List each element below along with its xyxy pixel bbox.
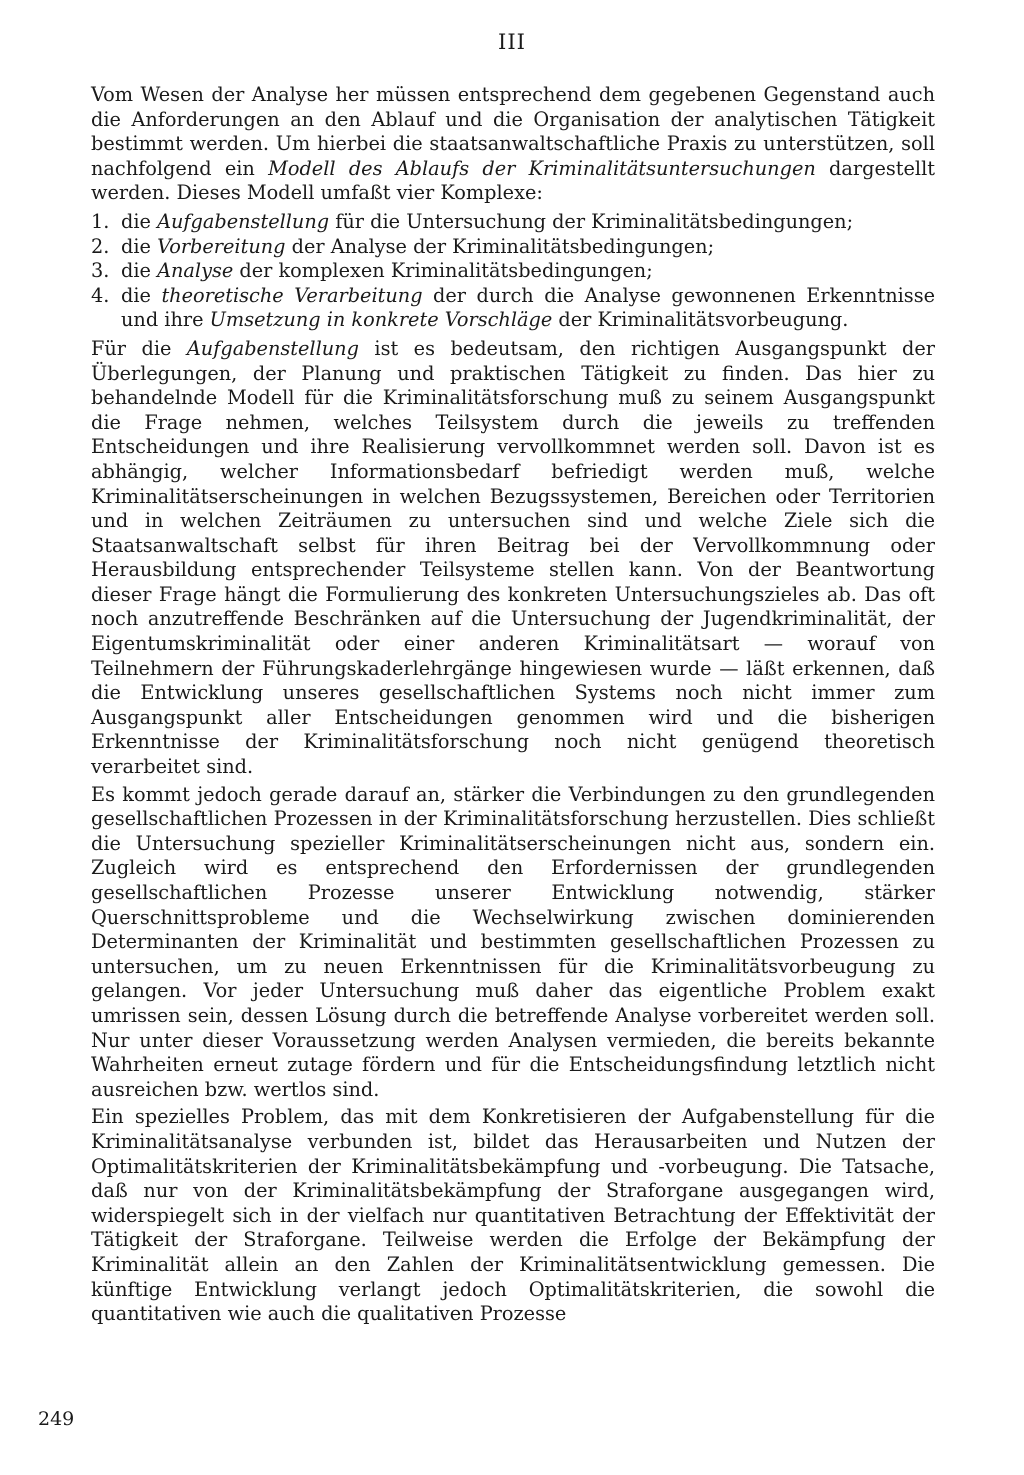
list-text-b: der komplexen Kriminalitätsbedingungen;	[233, 259, 653, 283]
list-text	[121, 284, 935, 333]
list-text-c: der Kriminalitätsvorbeugung.	[552, 308, 849, 332]
body-text	[91, 83, 935, 1327]
paragraph-optimalitaet: Ein spezielles Problem, das mit dem Konkretisieren der Aufgabenstellung für die Kriminalitätsanalyse verbunden ist, bildet das Herausarbeiten und Nutzen der Optimalitätskriterien der Kriminalitätsbekämpfung und -vorbeugung. Die Tatsache, daß nur von der Kriminalitätsbekämpfung der Straforgane ausgegangen wird, widerspiegelt sich in der vielfach nur quantitativen Betrachtung der Effektivität der Tätigkeit der Straforgane. Teilweise werden die Erfolge der Bekämpfung der Kriminalität allein an den Zahlen der Kriminalitätsentwicklung gemessen. Die künftige Entwicklung verlangt jedoch Optimalitätskriterien, die sowohl die quantitativen wie auch die qualitativen Prozesse	[91, 1105, 935, 1326]
intro-text-1: Vom Wesen der Analyse her müssen entsprechend dem gegebenen Gegenstand auch die Anforderungen an den Ablauf und die Organisation der analytischen Tätigkeit bestimmt werden. Um hierbei die staatsanwaltschaftliche Praxis zu unterstützen, soll nachfolgend ein	[91, 83, 935, 180]
list-emphasis: Vorbereitung	[157, 234, 286, 258]
intro-text-2: dargestellt werden. Dieses Modell umfaßt vier Komplexe:	[91, 156, 936, 205]
list-item	[91, 235, 935, 260]
list-emphasis-2: Umsetzung in konkrete Vorschläge	[209, 308, 553, 332]
list-text	[121, 235, 935, 260]
intro-paragraph	[91, 83, 935, 206]
list-emphasis: Analyse	[157, 259, 234, 283]
list-emphasis: theoretische Verarbeitung	[161, 283, 423, 307]
list-number: 2.	[91, 234, 110, 258]
list-item	[91, 210, 935, 235]
list-text	[121, 259, 935, 284]
list-text-b: der Analyse der Kriminalitätsbedingungen;	[285, 234, 715, 258]
list-number: 3.	[91, 259, 110, 283]
list-text-a: die	[121, 259, 158, 283]
para2-text-a: Für die	[91, 336, 187, 360]
running-title: III	[498, 30, 526, 54]
list-text-a: die	[121, 209, 158, 233]
list-item	[91, 259, 935, 284]
list-text-b: für die Untersuchung der Kriminalitätsbedingungen;	[329, 209, 854, 233]
list-number: 1.	[91, 209, 110, 233]
list-text-b: der durch die Analyse gewonnenen Erkenntnisse und ihre	[121, 283, 935, 332]
list-item	[91, 284, 935, 333]
complex-list	[91, 210, 935, 333]
intro-emphasis: Modell des Ablaufs der Kriminalitätsuntersuchungen	[268, 156, 816, 180]
paragraph-aufgabenstellung	[91, 337, 935, 780]
list-text	[121, 210, 935, 235]
list-number: 4.	[91, 283, 110, 307]
page-number: 249	[38, 1408, 75, 1430]
list-text-a: die	[121, 234, 158, 258]
paragraph-verbindungen: Es kommt jedoch gerade darauf an, stärker die Verbindungen zu den grundlegenden gesellschaftlichen Prozessen in der Kriminalitätsforschung herzustellen. Dies schließt die Untersuchung spezieller Kriminalitätserscheinungen nicht aus, sondern ein. Zugleich wird es entsprechend den Erfordernissen der grundlegenden gesellschaftlichen Prozesse unserer Entwicklung notwendig, stärker Querschnittsprobleme und die Wechselwirkung zwischen dominierenden Determinanten der Kriminalität und bestimmten gesellschaftlichen Prozessen zu untersuchen, um zu neuen Erkenntnissen für die Kriminalitätsvorbeugung zu gelangen. Vor jeder Untersuchung muß daher das eigentliche Problem exakt umrissen sein, dessen Lösung durch die betreffende Analyse vorbereitet werden soll. Nur unter dieser Voraussetzung werden Analysen vermieden, die bereits bekannte Wahrheiten erneut zutage fördern und für die Entscheidungsfindung letztlich nicht ausreichen bzw. wertlos sind.	[91, 782, 935, 1101]
list-emphasis: Aufgabenstellung	[157, 209, 330, 233]
list-text-a: die	[121, 283, 162, 307]
para2-emphasis: Aufgabenstellung	[186, 336, 359, 360]
para2-text-b: ist es bedeutsam, den richtigen Ausgangspunkt der Überlegungen, der Planung und praktischen Tätigkeit zu finden. Das hier zu behandelnde Modell für die Kriminalitätsforschung muß zu seinem Ausgangspunkt die Frage nehmen, welches Teilsystem durch die jeweils zu treffenden Entscheidungen und ihre Realisierung vervollkommnet werden soll. Davon ist es abhängig, welcher Informationsbedarf befriedigt werden muß, welche Kriminalitätserscheinungen in welchen Bezugssystemen, Bereichen oder Territorien und in welchen Zeiträumen zu untersuchen sind und welche Ziele sich die Staatsanwaltschaft selbst für ihren Beitrag bei der Vervollkommnung oder Herausbildung entsprechender Teilsysteme stellen kann. Von der Beantwortung dieser Frage hängt die Formulierung des konkreten Untersuchungszieles ab. Das oft noch anzutreffende Beschränken auf die Untersuchung der Jugendkriminalität, der Eigentumskriminalität oder einer anderen Kriminalitätsart — worauf von Teilnehmern der Führungskaderlehrgänge hingewiesen wurde — läßt erkennen, daß die Entwicklung unseres gesellschaftlichen Systems noch nicht immer zum Ausgangspunkt aller Entscheidungen genommen wird und die bisherigen Erkenntnisse der Kriminalitätsforschung noch nicht genügend theoretisch verarbeitet sind.	[91, 336, 935, 779]
